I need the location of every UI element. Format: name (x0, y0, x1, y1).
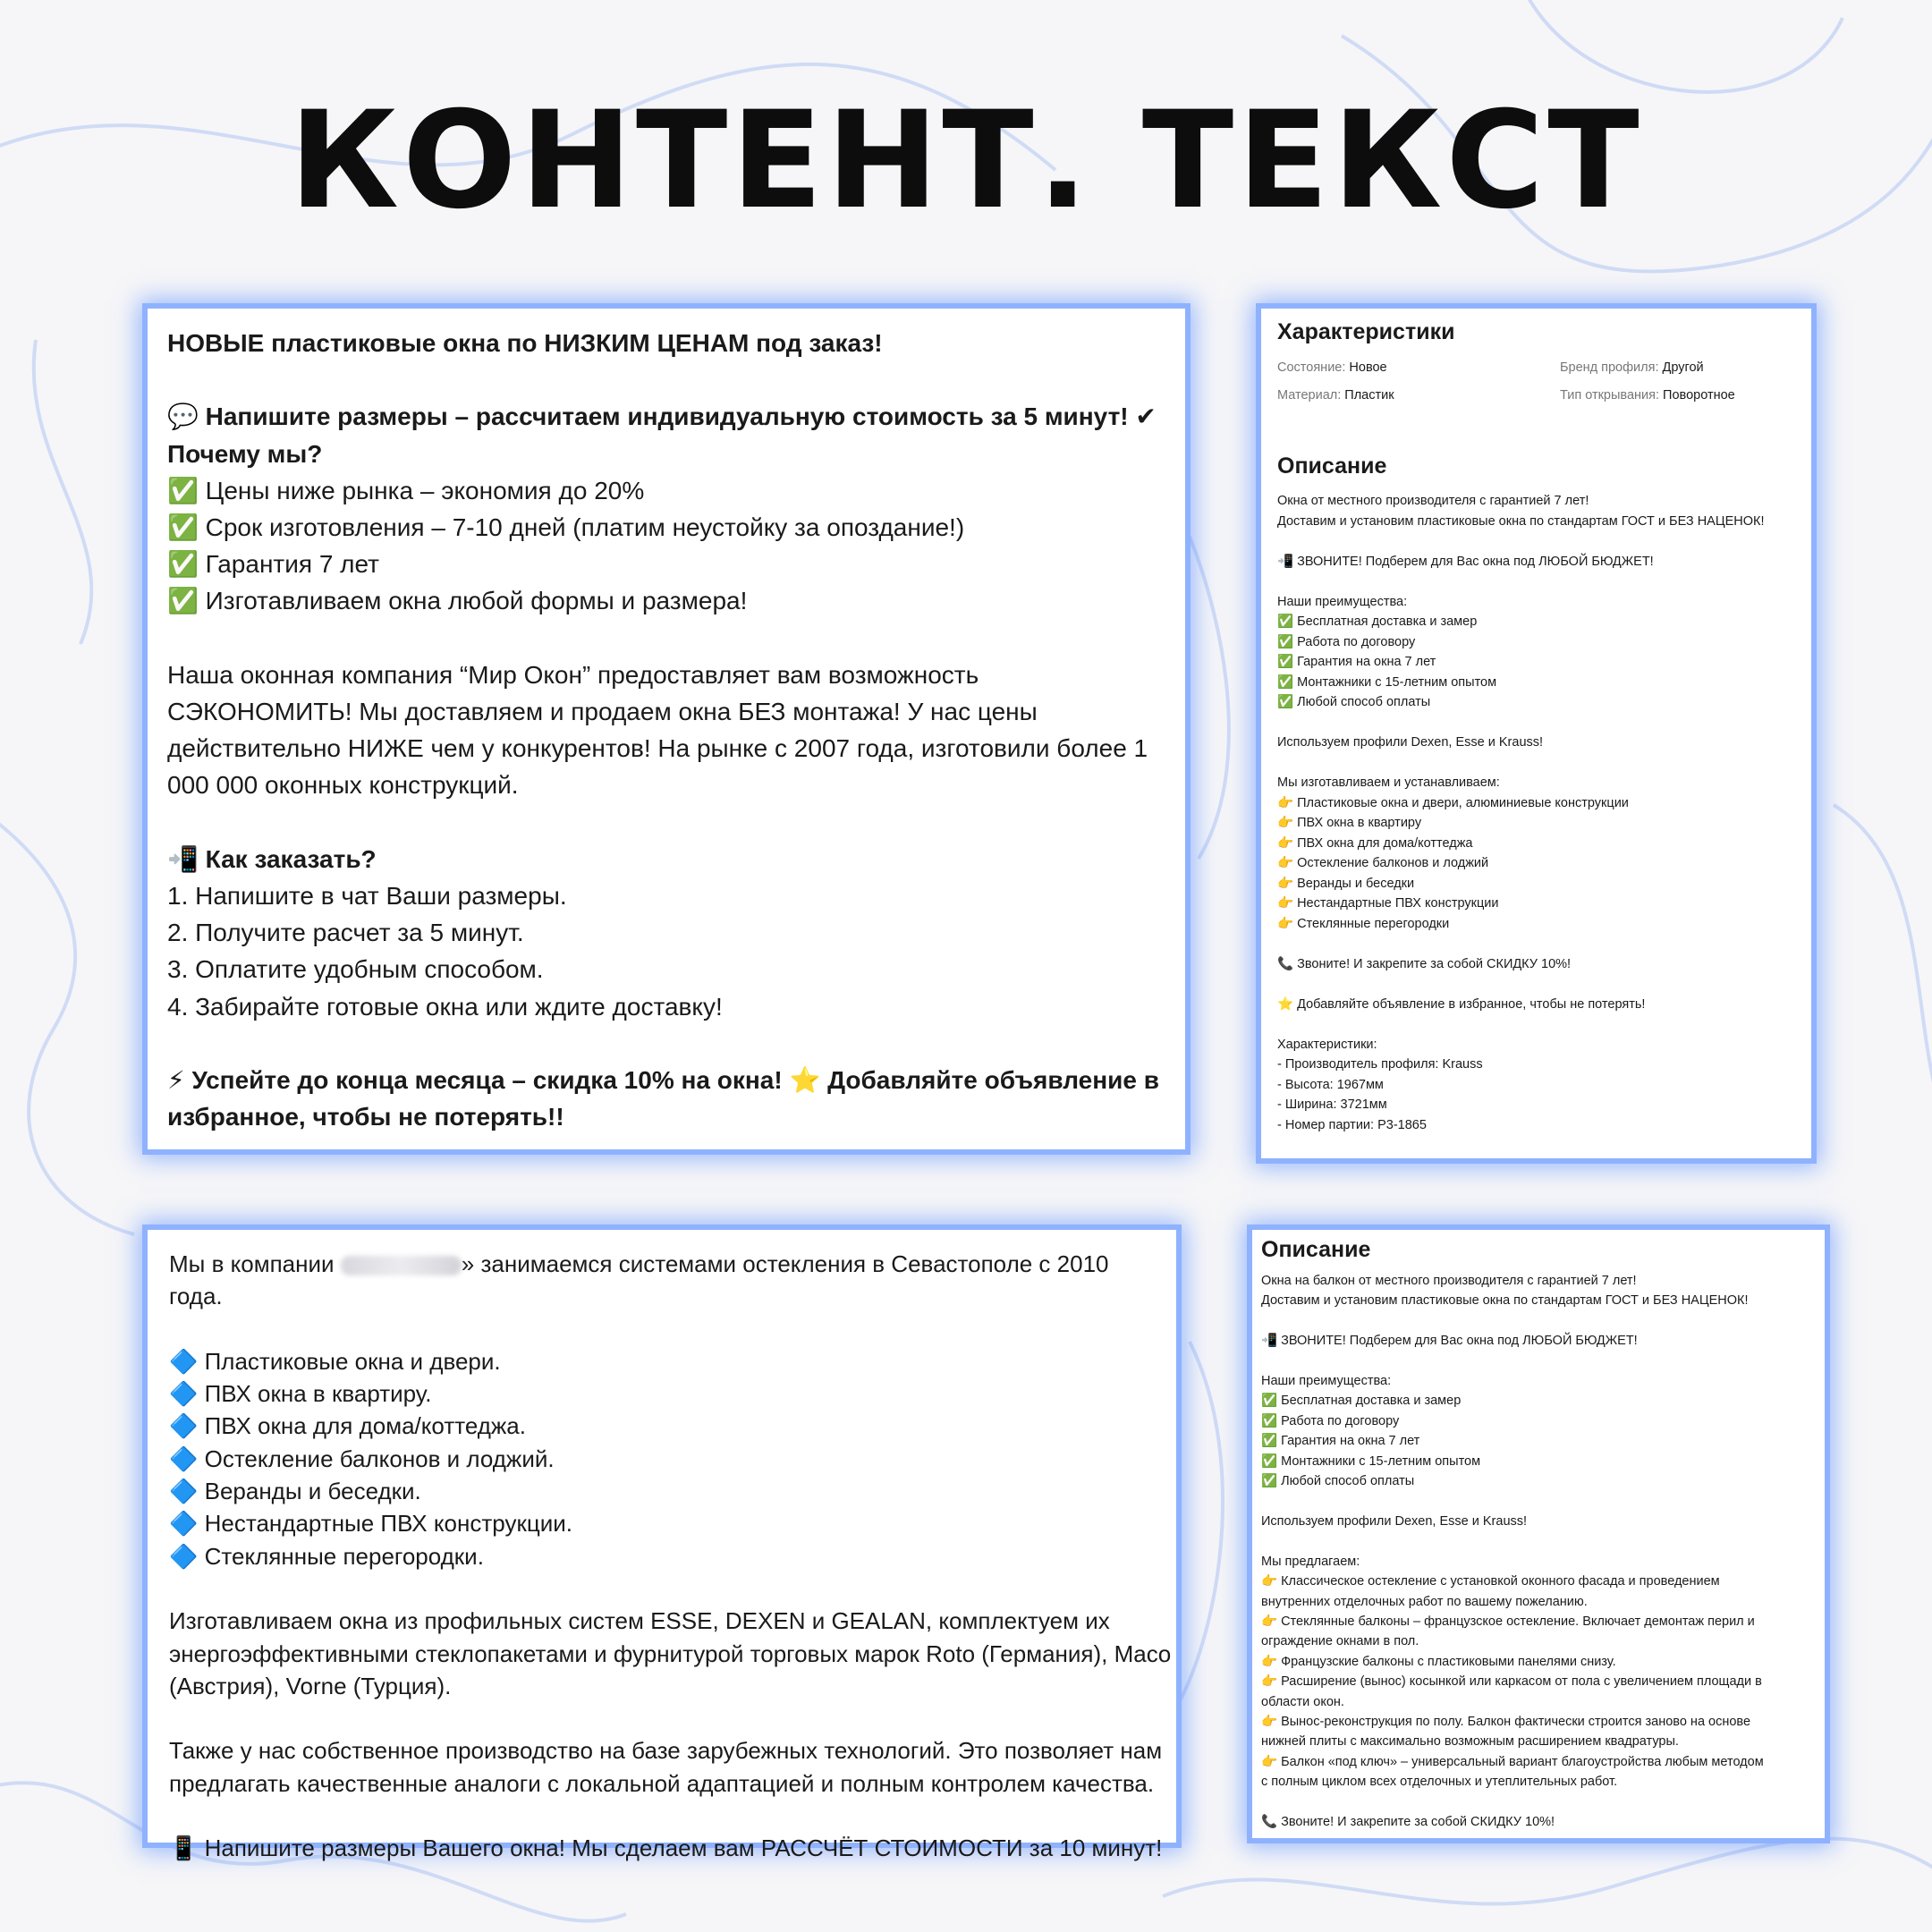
text-line (167, 1025, 1165, 1062)
char-item (1560, 357, 1810, 379)
text-line: 👉 Нестандартные ПВХ конструкции (1277, 896, 1499, 911)
description-lines (1261, 1271, 1816, 1832)
text-line: предлагать качественные аналоги с локальной адаптацией и полным контролем качества. (169, 1769, 1155, 1797)
text-line: ✅ Гарантия 7 лет (167, 550, 379, 579)
text-line: ✅ Гарантия на окна 7 лет (1277, 655, 1436, 669)
char-value: Поворотное (1663, 388, 1735, 402)
text-line: ✅ Срок изготовления – 7-10 дней (платим неустойку за опоздание!) (167, 513, 965, 542)
text-line (169, 1572, 1155, 1605)
text-line: 🔷 Нестандартные ПВХ конструкции. (169, 1510, 572, 1538)
text-line: области окон. (1261, 1694, 1344, 1709)
text-line: ✅ Гарантия на окна 7 лет (1261, 1434, 1420, 1449)
text-line: - Ширина: 3721мм (1277, 1097, 1387, 1112)
text-line: ✅ Бесплатная доставка и замер (1261, 1394, 1462, 1409)
text-line: 2. Получите расчет за 5 минут. (167, 919, 524, 947)
text-line: энергоэффективными стеклопакетами и фурнитурой торговых марок Roto (Германия), Maco (169, 1640, 1172, 1667)
text-line: с полным циклом всех отделочных и утеплительных работ. (1261, 1775, 1618, 1790)
description-heading: Описание (1277, 453, 1387, 479)
text-line: Наша оконная компания “Мир Окон” предоставляет вам возможность (167, 660, 979, 689)
text-line: Окна на балкон от местного производителя с гарантией 7 лет! (1261, 1274, 1637, 1288)
text-line: Мы изготавливаем и устанавливаем: (1277, 775, 1500, 790)
char-value: Новое (1349, 360, 1387, 375)
text-line: Доставим и установим пластиковые окна по стандартам ГОСТ и БЕЗ НАЦЕНОК! (1261, 1293, 1749, 1309)
ad-text-card-2 (148, 1230, 1176, 1862)
text-line: 4. Забирайте готовые окна или ждите доставку! (167, 992, 723, 1021)
text-line: ✅ Изготавливаем окна любой формы и размера! (167, 587, 748, 615)
text-line (167, 361, 1165, 398)
text-line: Наши преимущества: (1261, 1374, 1392, 1389)
text-line: 👉 Пластиковые окна и двери, алюминиевые конструкции (1277, 795, 1629, 810)
text-line: ✅ Бесплатная доставка и замер (1277, 614, 1478, 629)
text-line (1261, 1531, 1816, 1551)
text-line: СЭКОНОМИТЬ! Мы доставляем и продаем окна БЕЗ монтажа! У нас цены (167, 698, 1038, 726)
text-line: 🔷 ПВХ окна в квартиру. (169, 1380, 432, 1408)
text-line (1277, 753, 1795, 774)
text-line (1261, 1792, 1816, 1812)
text-line: ограждение окнами в пол. (1261, 1634, 1419, 1649)
text-line: 📱 Напишите размеры Вашего окна! Мы сделаем вам РАССЧЁТ СТОИМОСТИ за 10 минут! (169, 1835, 1163, 1862)
text-line: Изготавливаем окна из профильных систем ESSE, DEXEN и GEALAN, комплектуем их (169, 1607, 1110, 1635)
text-line: 3. Оплатите удобным способом. (167, 955, 544, 984)
text-line: Почему мы? (167, 439, 323, 468)
text-line (1261, 1491, 1816, 1511)
text-line: - Высота: 1967мм (1277, 1077, 1384, 1092)
text-line: 👉 Стеклянные балконы – французское остекление. Включает демонтаж перил и (1261, 1614, 1755, 1629)
text-line: 📲 Как заказать? (167, 844, 377, 873)
text-line: ✅ Работа по договору (1261, 1413, 1400, 1428)
text-line: Окна от местного производителя с гарантией 7 лет! (1277, 494, 1589, 508)
characteristics-heading: Характеристики (1277, 319, 1455, 344)
text-line (169, 1313, 1155, 1345)
text-line: ✅ Монтажники с 15-летним опытом (1261, 1453, 1481, 1469)
text-line: 🔷 Пластиковые окна и двери. (169, 1347, 501, 1375)
text-line: (Австрия), Vorne (Турция). (169, 1672, 452, 1699)
listing-card-characteristics (1261, 309, 1811, 1158)
text-line: Характеристики: (1277, 1037, 1377, 1052)
text-line: ✅ Монтажники с 15-летним опытом (1277, 674, 1497, 690)
text-line (1277, 531, 1795, 552)
text-line: 000 000 оконных конструкций. (167, 771, 519, 800)
text-line: ✅ Любой способ оплаты (1261, 1474, 1415, 1489)
char-value: Другой (1662, 360, 1704, 375)
text-line: - Производитель профиля: Krauss (1277, 1057, 1483, 1072)
text-line: 👉 ПВХ окна в квартиру (1277, 816, 1422, 830)
text-line: - Номер партии: Р3-1865 (1277, 1117, 1427, 1132)
text-line: 👉 Вынос-реконструкция по полу. Балкон фактически строится заново на основе (1261, 1714, 1751, 1729)
text-line: Доставим и установим пластиковые окна по стандартам ГОСТ и БЕЗ НАЦЕНОК! (1277, 513, 1765, 529)
text-line: ✅ Цены ниже рынка – экономия до 20% (167, 476, 645, 504)
text-line: 🔷 Веранды и беседки. (169, 1478, 421, 1505)
text-line: ⚡ Успейте до конца месяца – скидка 10% на окна! ⭐ Добавляйте объявление в (167, 1066, 1159, 1095)
text-line (1277, 572, 1795, 592)
text-line: нижней плиты с максимально возможным расширением квадратуры. (1261, 1734, 1679, 1750)
text-line: 📲 ЗВОНИТЕ! Подберем для Вас окна под ЛЮБОЙ БЮДЖЕТ! (1277, 554, 1654, 569)
text-line (1277, 1014, 1795, 1035)
ad-text-lines (169, 1313, 1172, 1865)
text-line: 👉 Веранды и беседки (1277, 876, 1415, 891)
text-line (1261, 1311, 1816, 1331)
text-line: 🔷 Стеклянные перегородки. (169, 1542, 484, 1570)
text-line: 👉 ПВХ окна для дома/коттеджа (1277, 835, 1473, 851)
text-line: Используем профили Dexen, Esse и Krauss! (1261, 1513, 1528, 1529)
text-line: Используем профили Dexen, Esse и Krauss! (1277, 735, 1544, 750)
intro-after: » занимаемся системами остекления в Севастополе с 2010 года. (169, 1250, 1109, 1310)
text-line: внутренних отделочных работ по вашему пожеланию. (1261, 1594, 1588, 1609)
text-line: Наши преимущества: (1277, 594, 1408, 609)
char-item (1277, 357, 1560, 379)
intro-line (169, 1248, 1155, 1313)
text-line (1277, 934, 1795, 954)
text-line: НОВЫЕ пластиковые окна по НИЗКИМ ЦЕНАМ под заказ! (167, 329, 883, 357)
text-line: 👉 Французские балконы с пластиковыми панелями снизу. (1261, 1654, 1616, 1669)
text-line: 👉 Расширение (вынос) косынкой или каркасом от пола с увеличением площади в (1261, 1674, 1762, 1690)
text-line (1277, 974, 1795, 995)
char-item (1560, 385, 1810, 407)
text-line: ✅ Любой способ оплаты (1277, 695, 1431, 709)
text-line: 📞 Звоните! И закрепите за собой СКИДКУ 10%! (1261, 1814, 1555, 1829)
text-line (169, 1702, 1155, 1734)
listing-card-description (1252, 1230, 1825, 1838)
page-title: КОНТЕНТ. ТЕКСТ (289, 83, 1643, 239)
description-lines (1277, 491, 1795, 1135)
intro-before: Мы в компании (169, 1250, 341, 1277)
text-line: 📲 ЗВОНИТЕ! Подберем для Вас окна под ЛЮБОЙ БЮДЖЕТ! (1261, 1334, 1638, 1349)
text-line: 🔷 Остекление балконов и лоджий. (169, 1445, 555, 1472)
text-line: 📞 Звоните! И закрепите за собой СКИДКУ 10%! (1277, 956, 1572, 971)
text-line: 1. Напишите в чат Ваши размеры. (167, 882, 567, 911)
char-value: Пластик (1344, 388, 1394, 402)
char-key: Состояние: (1277, 360, 1346, 375)
text-line (1277, 713, 1795, 733)
ad-text-lines (167, 325, 1165, 1135)
text-line: ✅ Работа по договору (1277, 634, 1416, 649)
text-line: 💬 Напишите размеры – рассчитаем индивидуальную стоимость за 5 минут! ✔ (167, 402, 1157, 431)
description-heading: Описание (1261, 1237, 1371, 1262)
text-line: действительно НИЖЕ чем у конкурентов! На рынке с 2007 года, изготовили более 1 (167, 734, 1148, 763)
text-line (167, 620, 1165, 657)
char-item (1277, 385, 1560, 407)
char-key: Материал: (1277, 388, 1342, 402)
ad-text-card-1 (148, 309, 1185, 1149)
text-line: избранное, чтобы не потерять!! (167, 1103, 564, 1131)
text-line: 👉 Остекление балконов и лоджий (1277, 856, 1489, 870)
text-line (167, 804, 1165, 841)
characteristics-grid (1277, 357, 1795, 407)
text-line: ⭐ Добавляйте объявление в избранное, чтобы не потерять! (1277, 996, 1646, 1012)
text-line (1261, 1352, 1816, 1371)
text-line: Мы предлагаем: (1261, 1554, 1360, 1569)
text-line: Также у нас собственное производство на базе зарубежных технологий. Это позволяет нам (169, 1737, 1163, 1765)
text-line: 🔷 ПВХ окна для дома/коттеджа. (169, 1412, 526, 1440)
text-line: 👉 Балкон «под ключ» – универсальный вариант благоустройства любым методом (1261, 1754, 1764, 1769)
text-line: 👉 Классическое остекление с установкой оконного фасада и проведением (1261, 1574, 1720, 1589)
text-line (169, 1800, 1155, 1832)
text-line: 👉 Стеклянные перегородки (1277, 916, 1450, 931)
char-key: Тип открывания: (1560, 388, 1660, 402)
blurred-company-name (341, 1256, 462, 1275)
char-key: Бренд профиля: (1560, 360, 1659, 375)
